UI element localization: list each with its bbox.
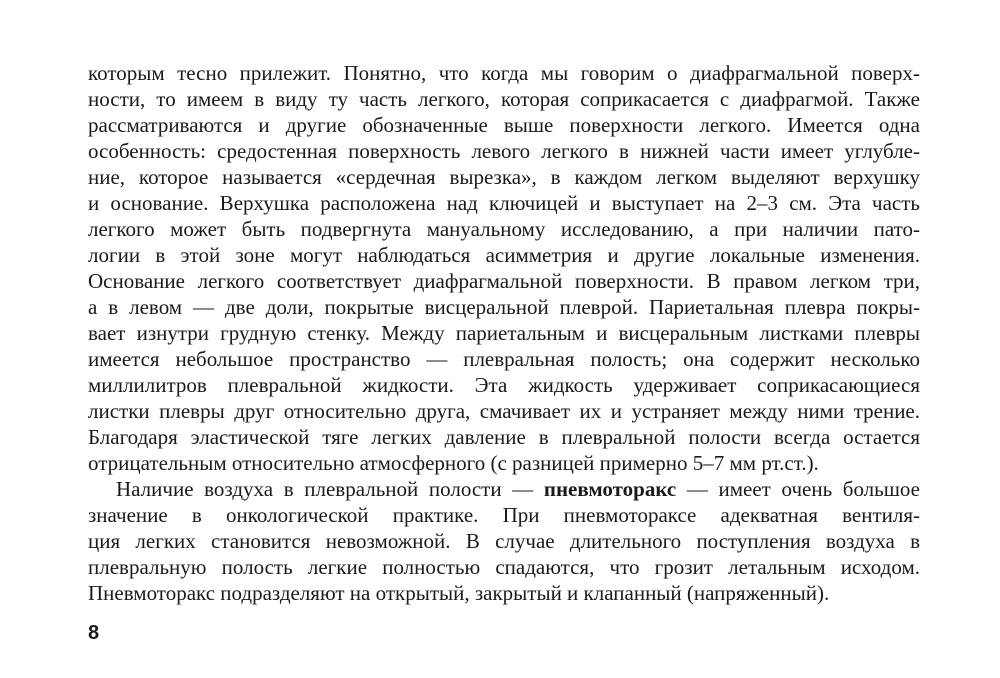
text-line: имеется небольшое пространство — плевральная полость; она содержит несколько [88,347,920,371]
text-line: логии в этой зоне могут наблюдаться асимметрия и другие локальные изменения. [88,243,920,267]
text-segment: Наличие воздуха в плевральной полости — [116,477,544,501]
text-line: ности, то имеем в виду ту часть легкого, которая соприкасается с диафрагмой. Также [88,87,920,111]
text-line: листки плевры друг относительно друга, смачивает их и устраняет между ними трение. [88,399,920,423]
text-line: значение в онкологической практике. При пневмотораксе адекватная вентиля- [88,503,920,527]
text-line: рассматриваются и другие обозначенные выше поверхности легкого. Имеется одна [88,113,920,137]
text-line: ция легких становится невозможной. В случае длительного поступления воздуха в [88,529,920,553]
term-pneumothorax: пневмоторакс [543,477,677,501]
text-line: отрицательным относительно атмосферного (с разницей примерно 5–7 мм рт.ст.). [88,451,819,475]
text-line: ние, которое называется «сердечная вырезка», в каждом легком выделяют верхушку [88,165,920,189]
text-line: миллилитров плевральной жидкости. Эта жидкость удерживает соприкасающиеся [88,373,920,397]
text-line: вает изнутри грудную стенку. Между париетальным и висцеральным листками плевры [88,321,920,345]
text-line: Основание легкого соответствует диафрагмальной поверхности. В правом легком три, [88,269,920,293]
paragraph-pleura [88,60,920,476]
text-line: легкого может быть подвергнута мануальному исследованию, а при наличии пато- [88,217,920,241]
text-line-first [88,476,920,502]
page-body [88,60,920,606]
text-line: и основание. Верхушка расположена над ключицей и выступает на 2–3 см. Эта часть [88,191,920,215]
paragraph-pneumothorax [88,476,920,606]
text-segment: — имеет очень большое [676,477,920,501]
text-line: а в левом — две доли, покрытые висцеральной плеврой. Париетальная плевра покры- [88,295,920,319]
text-line: Пневмоторакс подразделяют на открытый, закрытый и клапанный (напряженный). [88,581,830,605]
text-line: плевральную полость легкие полностью спадаются, что грозит летальным исходом. [88,555,920,579]
text-line: которым тесно прилежит. Понятно, что когда мы говорим о диафрагмальной поверх- [88,61,920,85]
text-line: особенность: средостенная поверхность левого легкого в нижней части имеет углубле- [88,139,920,163]
page-number: 8 [88,622,100,644]
text-line: Благодаря эластической тяге легких давление в плевральной полости всегда остается [88,425,920,449]
